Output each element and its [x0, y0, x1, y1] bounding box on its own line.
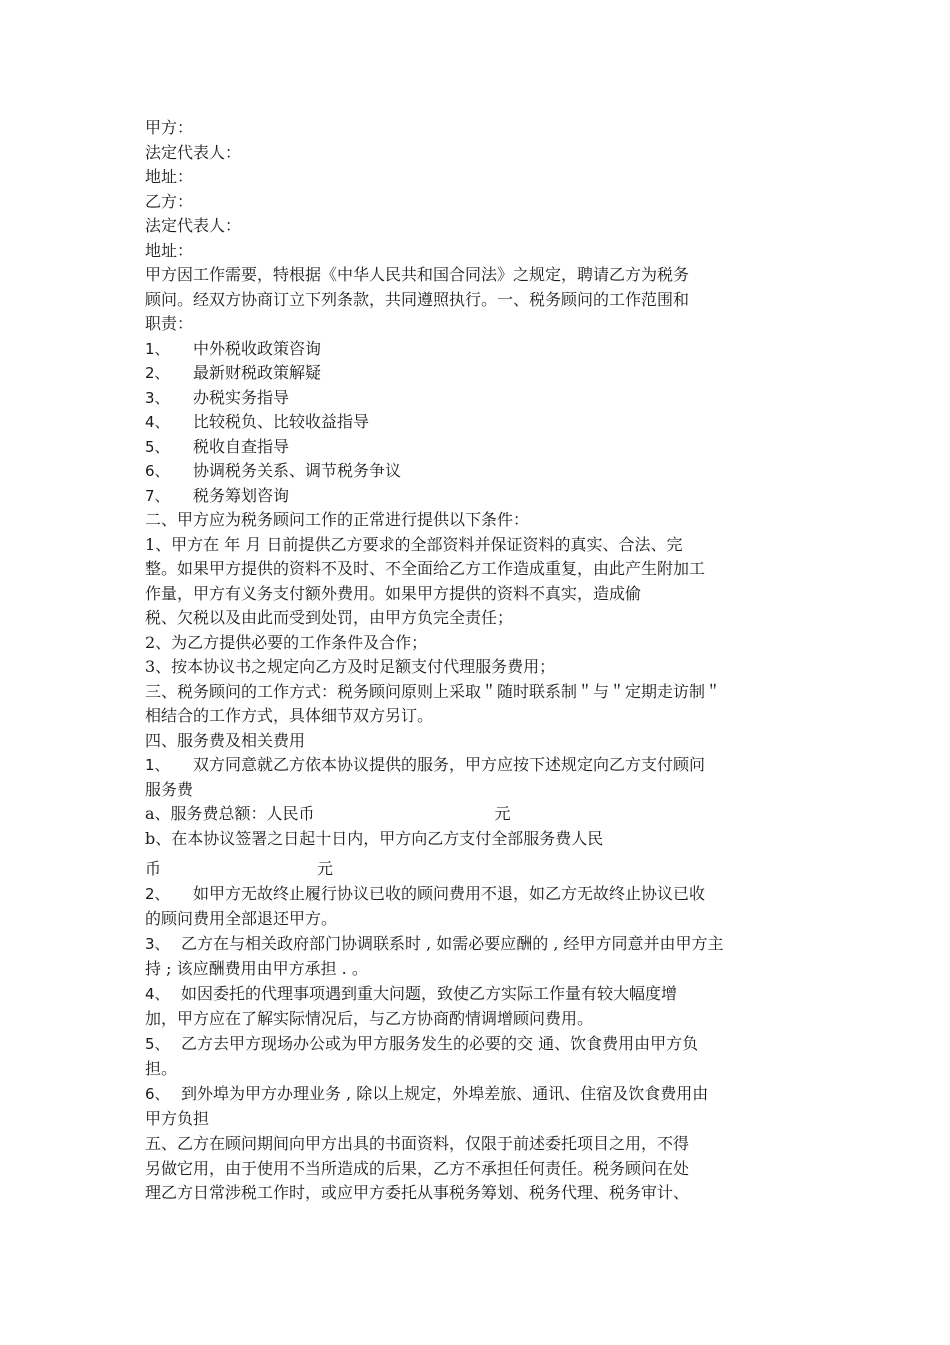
- item-number: 5、: [145, 1035, 170, 1053]
- fee-total-line: [145, 802, 795, 827]
- item-text: 双方同意就乙方依本协议提供的服务，甲方应按下述规定向乙方支付顾问: [193, 755, 706, 774]
- party-b-label: 乙方：: [145, 191, 194, 211]
- fee-total-label: a、服务费总额：人民币: [145, 804, 315, 823]
- fee-item-2: [145, 882, 795, 907]
- section-line: 另做它用，由于使用不当所造成的后果，乙方不承担任何责任。税务顾问在处: [145, 1158, 690, 1178]
- party-b-address-label: 地址：: [145, 240, 194, 260]
- item-number: 7、: [145, 486, 170, 505]
- section-line: 作量，甲方有义务支付额外费用。如果甲方提供的资料不真实，造成偷: [145, 583, 642, 603]
- list-item: [145, 410, 795, 435]
- item-number: 5、: [145, 437, 170, 456]
- item-continuation: 担。: [145, 1058, 178, 1078]
- item-number: 2、: [145, 885, 170, 903]
- item-text: 办税实务指导: [193, 387, 290, 407]
- item-text: 最新财税政策解疑: [193, 363, 322, 382]
- section-2: [145, 508, 795, 680]
- item-number: 1、: [145, 339, 170, 358]
- section-4: [145, 729, 795, 1132]
- item-number: 3、: [145, 935, 170, 953]
- fee-currency-label: 币: [145, 859, 162, 878]
- list-item: [145, 459, 795, 484]
- item-number: 3、: [145, 388, 170, 407]
- section-line: 三、税务顾问的工作方式：税务顾问原则上采取＂随时联系制＂与＂定期走访制＂: [145, 681, 722, 701]
- intro-line: 甲方因工作需要，特根据《中华人民共和国合同法》之规定，聘请乙方为税务: [145, 265, 690, 284]
- item-continuation: 服务费: [145, 779, 194, 799]
- section-line: 整。如果甲方提供的资料不及时、不全面给乙方工作造成重复，由此产生附加工: [145, 559, 706, 578]
- fee-item-6: [145, 1082, 795, 1107]
- intro-line: 顾问。经双方协商订立下列条款，共同遵照执行。一、税务顾问的工作范围和: [145, 289, 690, 309]
- item-text: 税收自查指导: [193, 436, 290, 456]
- item-number: 6、: [145, 1085, 170, 1103]
- section-line: 3、按本协议书之规定向乙方及时足额支付代理服务费用；: [145, 657, 556, 676]
- section-line: 理乙方日常涉税工作时，或应甲方委托从事税务筹划、税务代理、税务审计、: [145, 1183, 690, 1202]
- item-number: 6、: [145, 462, 170, 480]
- section-line: 五、乙方在顾问期间向甲方出具的书面资料，仅限于前述委托项目之用，不得: [145, 1134, 690, 1153]
- list-item: [145, 386, 795, 411]
- item-continuation: 的顾问费用全部退还甲方。: [145, 908, 338, 928]
- item-text: 到外埠为甲方办理业务 , 除以上规定，外埠差旅、通讯、住宿及饮食费用由: [181, 1084, 709, 1103]
- scope-list: [145, 337, 795, 509]
- item-text: 中外税收政策咨询: [193, 338, 322, 358]
- intro-paragraph: [145, 263, 795, 337]
- parties-header: [145, 116, 795, 263]
- fee-payment-unit: 元: [317, 859, 334, 878]
- section-line: 1、甲方在 年 月 日前提供乙方要求的全部资料并保证资料的真实、合法、完: [145, 534, 683, 554]
- section-line: 税、欠税以及由此而受到处罚，由甲方负完全责任；: [145, 608, 514, 627]
- section-line: 2、为乙方提供必要的工作条件及合作；: [145, 632, 428, 652]
- fee-item-1: [145, 753, 795, 778]
- intro-line: 职责：: [145, 314, 194, 333]
- item-number: 4、: [145, 413, 170, 431]
- section-line: 相结合的工作方式，具体细节双方另订。: [145, 706, 434, 725]
- list-item: [145, 435, 795, 460]
- fee-item-3: [145, 932, 795, 957]
- item-text: 乙方去甲方现场办公或为甲方服务发生的必要的交 通、饮食费用由甲方负: [181, 1034, 699, 1053]
- section-title: 四、服务费及相关费用: [145, 730, 306, 750]
- party-b-representative-label: 法定代表人：: [145, 216, 242, 235]
- party-a-label: 甲方：: [145, 118, 194, 137]
- contract-document: [145, 116, 795, 1206]
- fee-item-5: [145, 1032, 795, 1057]
- fee-item-4: [145, 982, 795, 1007]
- party-a-representative-label: 法定代表人：: [145, 142, 242, 162]
- item-number: 1、: [145, 756, 170, 774]
- item-continuation: 加，甲方应在了解实际情况后，与乙方协商酌情调增顾问费用。: [145, 1008, 594, 1028]
- item-text: 如因委托的代理事项遇到重大问题，致使乙方实际工作量有较大幅度增: [181, 984, 678, 1003]
- section-3: [145, 680, 795, 729]
- item-text: 乙方在与相关政府部门协调联系时 , 如需必要应酬的 , 经甲方同意并由甲方主: [181, 934, 724, 953]
- item-text: 比较税负、比较收益指导: [193, 412, 370, 431]
- item-number: 4、: [145, 985, 170, 1003]
- section-5: [145, 1132, 795, 1206]
- item-text: 如甲方无故终止履行协议已收的顾问费用不退，如乙方无故终止协议已收: [193, 884, 706, 903]
- item-text: 税务筹划咨询: [193, 485, 290, 505]
- item-text: 协调税务关系、调节税务争议: [193, 461, 402, 480]
- section-title: 二、甲方应为税务顾问工作的正常进行提供以下条件：: [145, 510, 530, 529]
- item-continuation: 甲方负担: [145, 1108, 210, 1128]
- item-continuation: 持 ; 该应酬费用由甲方承担 . 。: [145, 958, 368, 978]
- party-a-address-label: 地址：: [145, 167, 194, 186]
- item-number: 2、: [145, 364, 170, 382]
- fee-payment-line: b、在本协议签署之日起十日内，甲方向乙方支付全部服务费人民: [145, 828, 604, 848]
- fee-total-unit: 元: [494, 804, 511, 823]
- list-item: [145, 337, 795, 362]
- list-item: [145, 361, 795, 386]
- fee-payment-amount-line: [145, 851, 795, 881]
- list-item: [145, 484, 795, 509]
